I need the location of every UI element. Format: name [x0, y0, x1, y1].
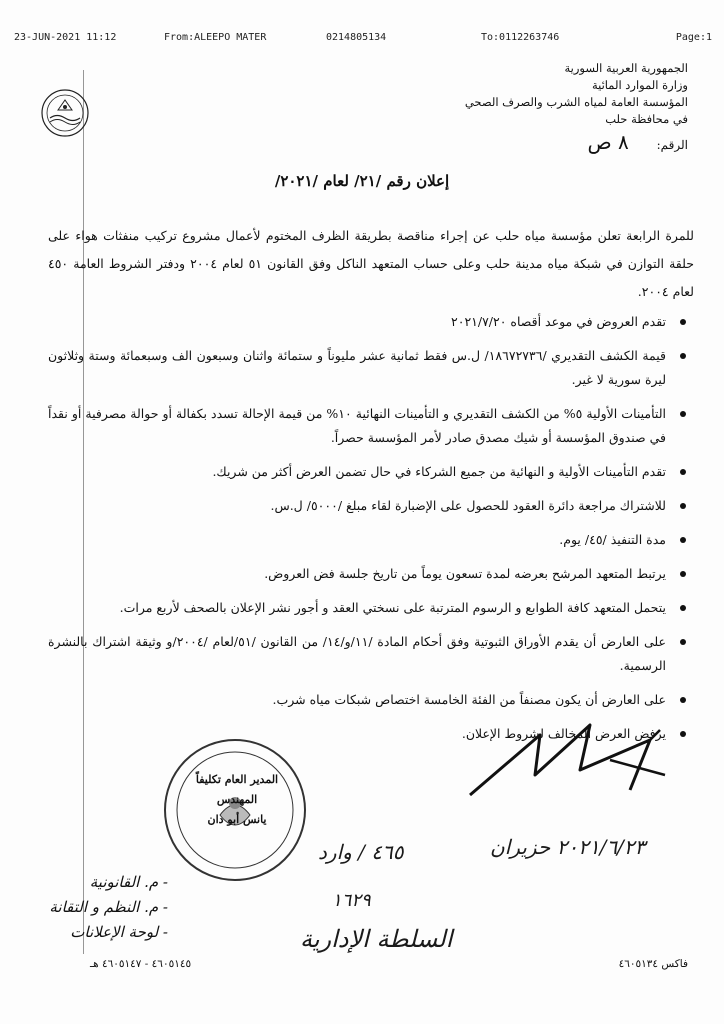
fax-header — [14, 32, 712, 50]
stamp-signatory — [178, 770, 296, 830]
fax-footer — [90, 958, 688, 974]
handwritten-date: ٢٠٢١/٦/٢٣ حزيران — [490, 835, 646, 859]
handwritten-department: السلطة الإدارية — [300, 925, 453, 953]
footer-fax: فاكس ٤٦٠٥١٣٤ — [618, 958, 688, 970]
footer-phone: ٤٦٠٥١٤٥ - ٤٦٠٥١٤٧ هـ — [90, 958, 192, 970]
fax-page-number: Page:1 — [675, 32, 712, 43]
stamp-name: يانس أبو دان — [207, 813, 267, 826]
letterhead — [368, 60, 688, 154]
distribution-item: - لوحة الإعلانات — [70, 923, 168, 941]
signature-icon — [460, 715, 670, 805]
condition-item: تقدم العروض في موعد أقصاه ٢٠٢١/٧/٢٠ — [48, 310, 694, 334]
letterhead-governorate: في محافظة حلب — [605, 112, 688, 126]
condition-item: على العارض أن يقدم الأوراق الثبوتية وفق أحكام المادة /١١/و/١٤/ من القانون /٥١/لعام /٢٠٠٤/و وثيقة اشتراك بالنشرة الرسمية. — [48, 630, 694, 678]
condition-item: مدة التنفيذ /٤٥/ يوم. — [48, 528, 694, 552]
letterhead-country: الجمهورية العربية السورية — [564, 61, 688, 75]
announcement-title: إعلان رقم /٢١/ لعام /٢٠٢١/ — [274, 172, 450, 190]
reference-label: الرقم: — [656, 138, 688, 152]
distribution-item: - م. النظم و التقانة — [49, 898, 168, 916]
reference-value: ٨ ص — [587, 130, 629, 154]
reference-number — [368, 130, 688, 154]
condition-item: يرتبط المتعهد المرشح بعرضه لمدة تسعون يوماً من تاريخ جلسة فض العروض. — [48, 562, 694, 586]
condition-item: يرفض العرض المخالف لشروط الإعلان. — [48, 722, 694, 746]
stamp-eng: المهندس — [216, 793, 258, 806]
handwritten-number: ١٦٢٩ — [332, 890, 371, 911]
condition-item: على العارض أن يكون مصنفاً من الفئة الخامسة اختصاص شبكات مياه شرب. — [48, 688, 694, 712]
condition-item: تقدم التأمينات الأولية و النهائية من جميع الشركاء في حال تضمن العرض أكثر من شريك. — [48, 460, 694, 484]
letterhead-establishment: المؤسسة العامة لمياه الشرب والصرف الصحي — [464, 95, 688, 109]
condition-item: قيمة الكشف التقديري /١٨٦٧٢٧٣٦/ ل.س فقط ثمانية عشر مليوناً و ستمائة واثنان وسبعون الف وسبعمائة وستة وثلاثون ليرة سورية لا غير. — [48, 344, 694, 392]
condition-item: التأمينات الأولية ٥% من الكشف التقديري و التأمينات النهائية ١٠% من قيمة الإحالة تسدد بكفالة أو حوالة مصرفية أو نقداً في صندوق المؤسسة أو شيك مصدق صادر لأمر المؤسسة حصراً. — [48, 402, 694, 450]
fax-date-time: 23-JUN-2021 11:12 — [14, 32, 117, 43]
fax-number: 0214805134 — [326, 32, 387, 43]
distribution-list — [8, 870, 168, 945]
ministry-emblem-icon — [40, 88, 90, 138]
announcement-intro: للمرة الرابعة تعلن مؤسسة مياه حلب عن إجراء مناقصة بطريقة الظرف المختوم لأعمال مشروع تركيب منفثات هواء على حلقة التوازن في شبكة مياه مدينة حلب وعلى حساب المتعهد الناكل وفق القانون ٥١ لعام ٢٠٠٤ ودفتر الشروط العامة ٤٥٠ لعام ٢٠٠٤. — [48, 228, 694, 299]
conditions-list — [48, 310, 694, 746]
fax-from: From:ALEEPO MATER — [164, 32, 267, 43]
fax-to: To:0112263746 — [481, 32, 560, 43]
distribution-item: - م. القانونية — [89, 873, 168, 891]
handwritten-incoming-number: ٤٦٥ / وارد — [318, 840, 404, 864]
letterhead-ministry: وزارة الموارد المائية — [591, 78, 688, 92]
condition-item: للاشتراك مراجعة دائرة العقود للحصول على الإضبارة لقاء مبلغ /٥٠٠٠/ ل.س. — [48, 494, 694, 518]
stamp-title: المدير العام تكليفاً — [195, 773, 279, 786]
condition-item: يتحمل المتعهد كافة الطوابع و الرسوم المترتبة على نسختي العقد و أجور نشر الإعلان بالصحف لأربع مرات. — [48, 596, 694, 620]
announcement-body — [48, 222, 694, 756]
